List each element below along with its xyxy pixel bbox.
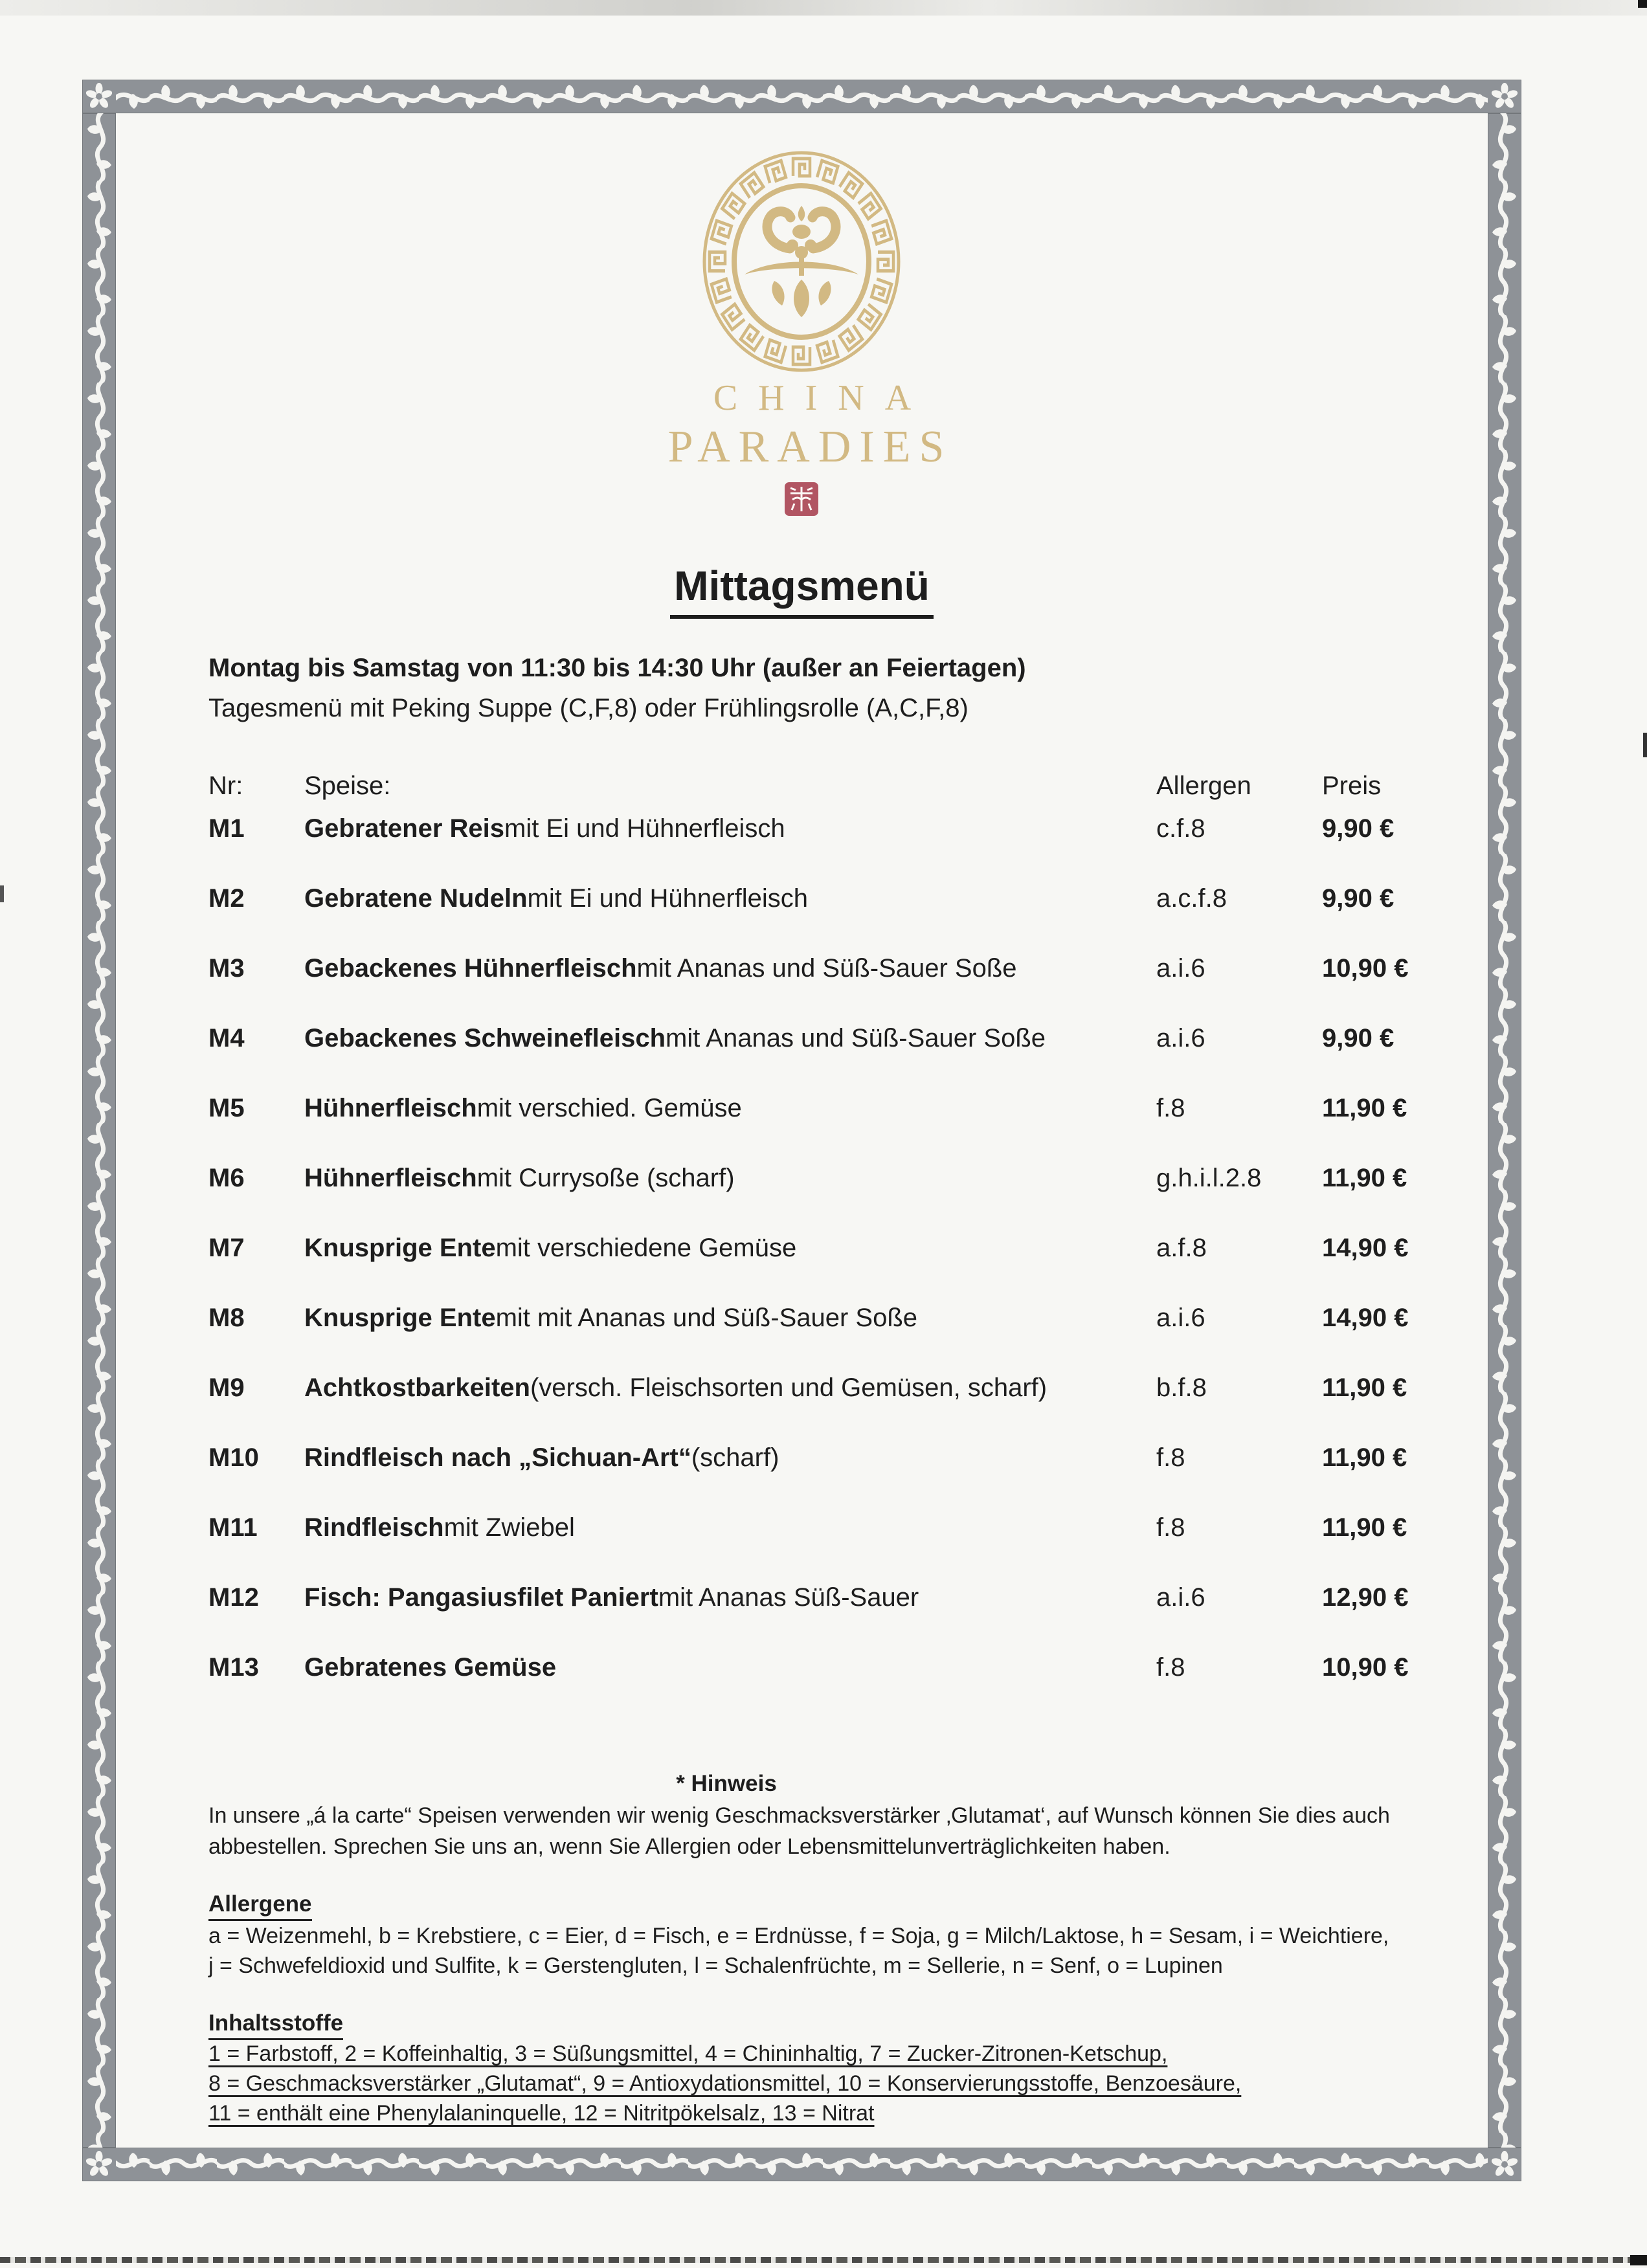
scan-artifact-left-edge [0, 885, 4, 902]
allergene-line-1: a = Weizenmehl, b = Krebstiere, c = Eier, d = Fisch, e = Erdnüsse, f = Soja, g = Milch/Laktose, h = Sesam, i = Weichtiere, [208, 1924, 1389, 1948]
dish-name-bold: Gebackenes Schweinefleisch [304, 1024, 666, 1052]
dish-name-rest: mit verschiedene Gemüse [495, 1234, 797, 1262]
table-row [82, 814, 1521, 852]
dish-price: 9,90 € [1322, 814, 1395, 843]
dish-name-rest: mit Ei und Hühnerfleisch [527, 884, 809, 913]
dish-name [304, 1024, 1046, 1053]
dish-number: M2 [208, 884, 245, 913]
dish-name-rest: mit Currysoße (scharf) [476, 1164, 735, 1192]
dish-name [304, 1304, 918, 1333]
col-header-dish: Speise: [304, 772, 391, 800]
brand-name-paradies: PARADIES [667, 422, 953, 472]
table-row [82, 1094, 1521, 1131]
table-header-row [82, 772, 1521, 809]
inhaltsstoffe-line-1: 1 = Farbstoff, 2 = Koffeinhaltig, 3 = Süßungsmittel, 4 = Chininhaltig, 7 = Zucker-Zitronen-Ketschup, [208, 2041, 1168, 2066]
dish-name [304, 884, 809, 913]
dish-number: M8 [208, 1304, 245, 1332]
dish-number: M6 [208, 1164, 245, 1192]
dish-name [304, 1443, 779, 1473]
page-title-wrap [82, 562, 1521, 619]
dish-allergens: f.8 [1156, 1513, 1185, 1542]
dish-allergens: f.8 [1156, 1094, 1185, 1122]
logo-center-glyph [745, 206, 858, 317]
dish-name-bold: Fisch: Pangasiusfilet Paniert [304, 1583, 658, 1612]
dish-allergens: a.i.6 [1156, 1583, 1205, 1612]
dish-allergens: g.h.i.l.2.8 [1156, 1164, 1262, 1192]
allergene-heading [208, 1891, 312, 1921]
schedule-line-2: Tagesmenü mit Peking Suppe (C,F,8) oder Frühlingsrolle (A,C,F,8) [208, 694, 969, 722]
dish-price: 9,90 € [1322, 884, 1395, 913]
dish-name [304, 954, 1017, 983]
dish-price: 14,90 € [1322, 1234, 1409, 1262]
dish-name-rest: (versch. Fleischsorten und Gemüsen, scharf) [530, 1373, 1048, 1402]
dish-allergens: a.c.f.8 [1156, 884, 1227, 913]
hinweis-title: * Hinweis [676, 1771, 777, 1796]
table-row [82, 1234, 1521, 1271]
inhaltsstoffe-heading [208, 2010, 343, 2040]
hinweis-line-2: abbestellen. Sprechen Sie uns an, wenn Sie Allergien oder Lebensmittelunverträglichkeiten haben. [208, 1834, 1171, 1859]
dish-name-bold: Gebratener Reis [304, 814, 505, 843]
scan-speckle-bottom [0, 2257, 1647, 2263]
scan-artifact-top-right [1638, 0, 1647, 8]
table-row [82, 884, 1521, 922]
scan-artifact-bottom-right [1630, 2255, 1647, 2265]
dish-name-rest: mit Ananas und Süß-Sauer Soße [666, 1024, 1046, 1052]
dish-number: M9 [208, 1373, 245, 1402]
inhaltsstoffe-heading-text: Inhaltsstoffe [208, 2010, 343, 2040]
dish-number: M12 [208, 1583, 259, 1612]
dish-name-bold: Rindfleisch [304, 1513, 444, 1542]
table-row [82, 1513, 1521, 1551]
inhaltsstoffe-line-3: 11 = enthält eine Phenylalaninquelle, 12 = Nitritpökelsalz, 13 = Nitrat [208, 2101, 875, 2126]
table-row [82, 1443, 1521, 1481]
dish-name [304, 1164, 735, 1193]
dish-name-bold: Hühnerfleisch [304, 1164, 477, 1192]
dish-number: M5 [208, 1094, 245, 1122]
dish-name [304, 1513, 575, 1542]
dish-price: 9,90 € [1322, 1024, 1395, 1052]
dish-name-rest: mit Ananas und Süß-Sauer Soße [636, 954, 1017, 983]
table-row [82, 1653, 1521, 1691]
frame-border-bottom [82, 2148, 1521, 2181]
dish-name-bold: Gebackenes Hühnerfleisch [304, 954, 637, 983]
dish-name [304, 1094, 742, 1123]
table-row [82, 1304, 1521, 1341]
dish-allergens: a.i.6 [1156, 1304, 1205, 1332]
dish-price: 14,90 € [1322, 1304, 1409, 1332]
dish-name-rest: mit Ei und Hühnerfleisch [504, 814, 785, 843]
dish-allergens: f.8 [1156, 1443, 1185, 1472]
col-header-price: Preis [1322, 772, 1382, 800]
dish-allergens: a.f.8 [1156, 1234, 1207, 1262]
brand-name-china: CHINA [713, 378, 932, 418]
allergene-heading-text: Allergene [208, 1891, 312, 1921]
dish-allergens: f.8 [1156, 1653, 1185, 1682]
table-row [82, 1024, 1521, 1062]
dish-price: 10,90 € [1322, 1653, 1409, 1682]
red-seal-icon [784, 482, 819, 517]
dish-name-rest: (scharf) [691, 1443, 779, 1472]
table-row [82, 1164, 1521, 1201]
frame-border-top [82, 80, 1521, 113]
inhaltsstoffe-line-2: 8 = Geschmacksverstärker „Glutamat“, 9 = Antioxydationsmittel, 10 = Konservierungsstoffe, Benzoesäure, [208, 2071, 1242, 2096]
dish-price: 12,90 € [1322, 1583, 1409, 1612]
dish-name-bold: Knusprige Ente [304, 1234, 496, 1262]
dish-name-bold: Knusprige Ente [304, 1304, 496, 1332]
dish-name-bold: Achtkostbarkeiten [304, 1373, 530, 1402]
dish-price: 11,90 € [1322, 1094, 1407, 1122]
dish-number: M13 [208, 1653, 259, 1682]
dish-number: M4 [208, 1024, 245, 1052]
hinweis-line-1: In unsere „á la carte“ Speisen verwenden wir wenig Geschmacksverstärker ‚Glutamat‘, auf Wunsch können Sie dies auch [208, 1803, 1390, 1828]
schedule-line-1: Montag bis Samstag von 11:30 bis 14:30 Uhr (außer an Feiertagen) [208, 654, 1026, 682]
dish-name-rest: mit verschied. Gemüse [476, 1094, 742, 1122]
dish-name [304, 1234, 797, 1263]
dish-price: 11,90 € [1322, 1443, 1407, 1472]
dish-name [304, 1583, 919, 1612]
dish-allergens: b.f.8 [1156, 1373, 1207, 1402]
dish-price: 11,90 € [1322, 1513, 1407, 1542]
scan-smudge-top [0, 0, 1647, 16]
dish-name-rest: mit Ananas Süß-Sauer [658, 1583, 919, 1612]
dish-name-rest: mit mit Ananas und Süß-Sauer Soße [495, 1304, 918, 1332]
scan-artifact-right-edge [1643, 733, 1647, 757]
table-row [82, 1373, 1521, 1411]
dish-name-bold: Rindfleisch nach „Sichuan-Art“ [304, 1443, 691, 1472]
dish-name [304, 814, 785, 843]
dish-name [304, 1373, 1048, 1403]
dish-price: 11,90 € [1322, 1373, 1407, 1402]
dish-number: M11 [208, 1513, 258, 1542]
table-row [82, 954, 1521, 992]
restaurant-logo-emblem-icon [672, 141, 931, 387]
dish-price: 11,90 € [1322, 1164, 1407, 1192]
dish-name [304, 1653, 556, 1682]
col-header-allergens: Allergen [1156, 772, 1251, 800]
table-row [82, 1583, 1521, 1621]
allergene-line-2: j = Schwefeldioxid und Sulfite, k = Gerstengluten, l = Schalenfrüchte, m = Sellerie, n = Senf, o = Lupinen [208, 1953, 1223, 1978]
dish-number: M1 [208, 814, 245, 843]
dish-number: M10 [208, 1443, 259, 1472]
dish-name-bold: Hühnerfleisch [304, 1094, 477, 1122]
dish-price: 10,90 € [1322, 954, 1409, 983]
dish-number: M7 [208, 1234, 245, 1262]
page-title: Mittagsmenü [670, 562, 934, 619]
dish-allergens: a.i.6 [1156, 1024, 1205, 1052]
dish-allergens: a.i.6 [1156, 954, 1205, 983]
dish-allergens: c.f.8 [1156, 814, 1205, 843]
dish-name-rest: mit Zwiebel [443, 1513, 575, 1542]
dish-name-bold: Gebratenes Gemüse [304, 1653, 557, 1682]
dish-name-bold: Gebratene Nudeln [304, 884, 528, 913]
col-header-nr: Nr: [208, 772, 243, 800]
dish-number: M3 [208, 954, 245, 983]
